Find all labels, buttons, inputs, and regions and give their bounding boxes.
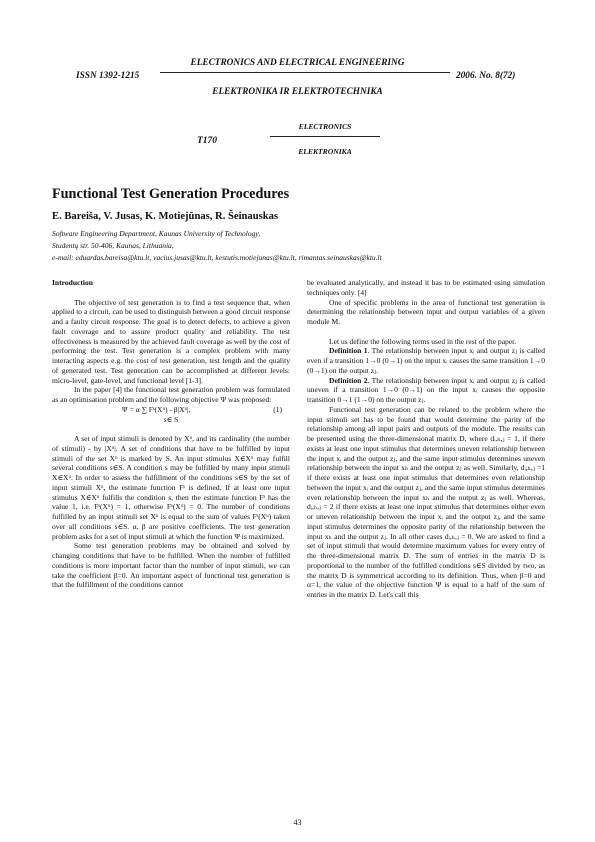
equation-1 [52, 405, 290, 415]
section-label-en: ELECTRONICS [298, 122, 352, 131]
page-number: 43 [293, 818, 302, 827]
issue-number: 2006. No. 8(72) [456, 71, 516, 81]
equation-subscript: s∈ S [163, 414, 179, 424]
paragraph: Let us define the following terms used in the rest of the paper. [329, 336, 517, 346]
journal-title-en: ELECTRONICS AND ELECTRICAL ENGINEERING [190, 58, 405, 68]
affiliation-department: Software Engineering Department, Kaunas University of Technology, [52, 229, 261, 238]
affiliation-address: Studentų str. 50-406, Kaunas, Lithuania, [52, 241, 174, 250]
definition-text: . The relationship between input xᵢ and output zⱼ is called uneven if a transition 1→0 (0→1) on the input xᵢ causes the opposite transition 0→1 (1→0) on the output zⱼ. [307, 375, 545, 404]
definition-label: Definition 2 [329, 375, 368, 385]
definition-text: . The relationship between input xᵢ and output zⱼ is called even if a transition 1→0 (0→1) on the input xᵢ causes the same transition 1→0 (0→1) on the output zⱼ. [307, 346, 545, 375]
definition-2 [307, 376, 545, 405]
issn: ISSN 1392-1215 [76, 71, 140, 81]
paragraph: be evaluated analytically, and instead it has to be estimated using simulation techniques only. [4] [307, 278, 545, 297]
section-heading-introduction: Introduction [52, 278, 93, 287]
paragraph: Functional test generation can be related to the problem where the input stimuli set has to be found that would determine the parity of the relationship among all input pairs and outputs of the module. The results can be presented using the three-dimensional matrix D, where dᵢ,ₕ,ⱼ = 1, if there exists at least one input stimulus that determines uneven relationship between the input xᵢ and the output zⱼ, and the same input stimulus determines uneven relationship between the input xₕ and the output zⱼ as well. Similarly, dᵢ,ₕ,ⱼ =1 if there exists at least one input stimulus that determines even relationship between the input xᵢ and the output zⱼ, and the same input stimulus determines even relationship between the input xₕ and the output zⱼ as well. Whereas, dᵢ,ₕ,ⱼ = 2 if there exists at least one input stimulus that determines either even or uneven relationship between the input xᵢ and the output zⱼ, and the same input stimulus determines the opposite parity of the relationship between the input xₕ and the output zⱼ. In all other cases dᵢ,ₕ,ⱼ = 0. We are asked to find a set of input stimuli that would determine maximum values for every entry of the three-dimensional matrix D. The sum of entries in the matrix D is proportional to the number of the fulfilled conditions s∈S divided by two, as the matrix D is symmetrical according to its definition. Thus, when β=0 and α=1, the value of the objective function Ψ is equal to a half of the sum of entries in the matrix D. Let's call this [307, 404, 545, 599]
paragraph: In the paper [4] the functional test generation problem was formulated as an optimisation problem and the following objective Ψ was proposed: [52, 385, 290, 404]
header-rule [160, 72, 450, 73]
paragraph: The objective of test generation is to find a test sequence that, when applied to a circuit, can be used to distinguish between a good circuit response and a faulty circuit response. The goal is to detect defects, to achieve a given fault coverage and to assure product quality and reliability. The test effectiveness is measured by the achieved fault coverage as well by the cost of performing the test. Test generation is a complex problem with many interacting aspects e.g. the cost of test generation, test length and the quality of generated test. Test generation can be accomplished at different levels: micro-level, gate-level, and functional level [1-3]. [52, 297, 290, 385]
paragraph: One of specific problems in the area of functional test generation is determining the relationship between input and output variables of a given module M. [307, 297, 545, 326]
article-title: Functional Test Generation Procedures [52, 186, 290, 202]
definition-label: Definition 1 [329, 346, 368, 356]
left-column [52, 278, 290, 590]
equation-number: (1) [273, 404, 282, 414]
paragraph: Some test generation problems may be obtained and solved by changing conditions that have to be fulfilled. When the number of fulfilled conditions is more important factor than the number of input stimuli, we can take the coefficient β=0. An important aspect of functional test generation is that the fulfillment of the conditions cannot [52, 541, 290, 590]
udk-code: T170 [197, 136, 218, 146]
paragraph: A set of input stimuli is denoted by Xᵘ, and its cardinality (the number of stimuli) - by |Xᵘ|. A set of conditions that have to be fulfilled by input stimuli of the set Xᵘ is marked by S. An input stimulus X∈Xᵘ may fulfill several conditions s∈S. A condition s may be fulfilled by many input stimuli X∈Xᵘ. In order to assess the fulfillment of the conditions s∈S by the set of input stimuli Xᵘ, the estimate function Fˢ is defined. If at least one input stimulus X∈Xᵘ fulfills the condition s, then the estimate function Fˢ has the value 1, i.e. Fˢ(Xᵘ) = 1, otherwise Fˢ(Xᵘ) = 0. The number of conditions fulfilled by an input stimuli set Xᵘ is equal to the sum of values Fˢ(Xᵘ) taken over all conditions s∈S. α, β are positive coefficients. The test generation problem asks for a set of input stimuli at which the function Ψ is maximized. [52, 434, 290, 541]
right-column [307, 278, 545, 600]
journal-title-lt: ELEKTRONIKA IR ELEKTROTECHNIKA [212, 87, 383, 97]
affiliation-emails: e-mail: eduardas.bareisa@ktu.lt, vacius.jusas@ktu.lt, kestutis.motiejunas@ktu.lt, rimantas.seinauskas@ktu.lt [52, 253, 382, 262]
section-label-lt: ELEKTRONIKA [298, 147, 352, 156]
article-authors: E. Bareiša, V. Jusas, K. Motiejūnas, R. Šeinauskas [52, 211, 279, 222]
definition-1 [307, 346, 545, 375]
section-rule [270, 136, 380, 137]
equation-expression: Ψ = α ∑ Fˢ(Xᵘ) - β|Xᵘ|, [122, 404, 191, 414]
